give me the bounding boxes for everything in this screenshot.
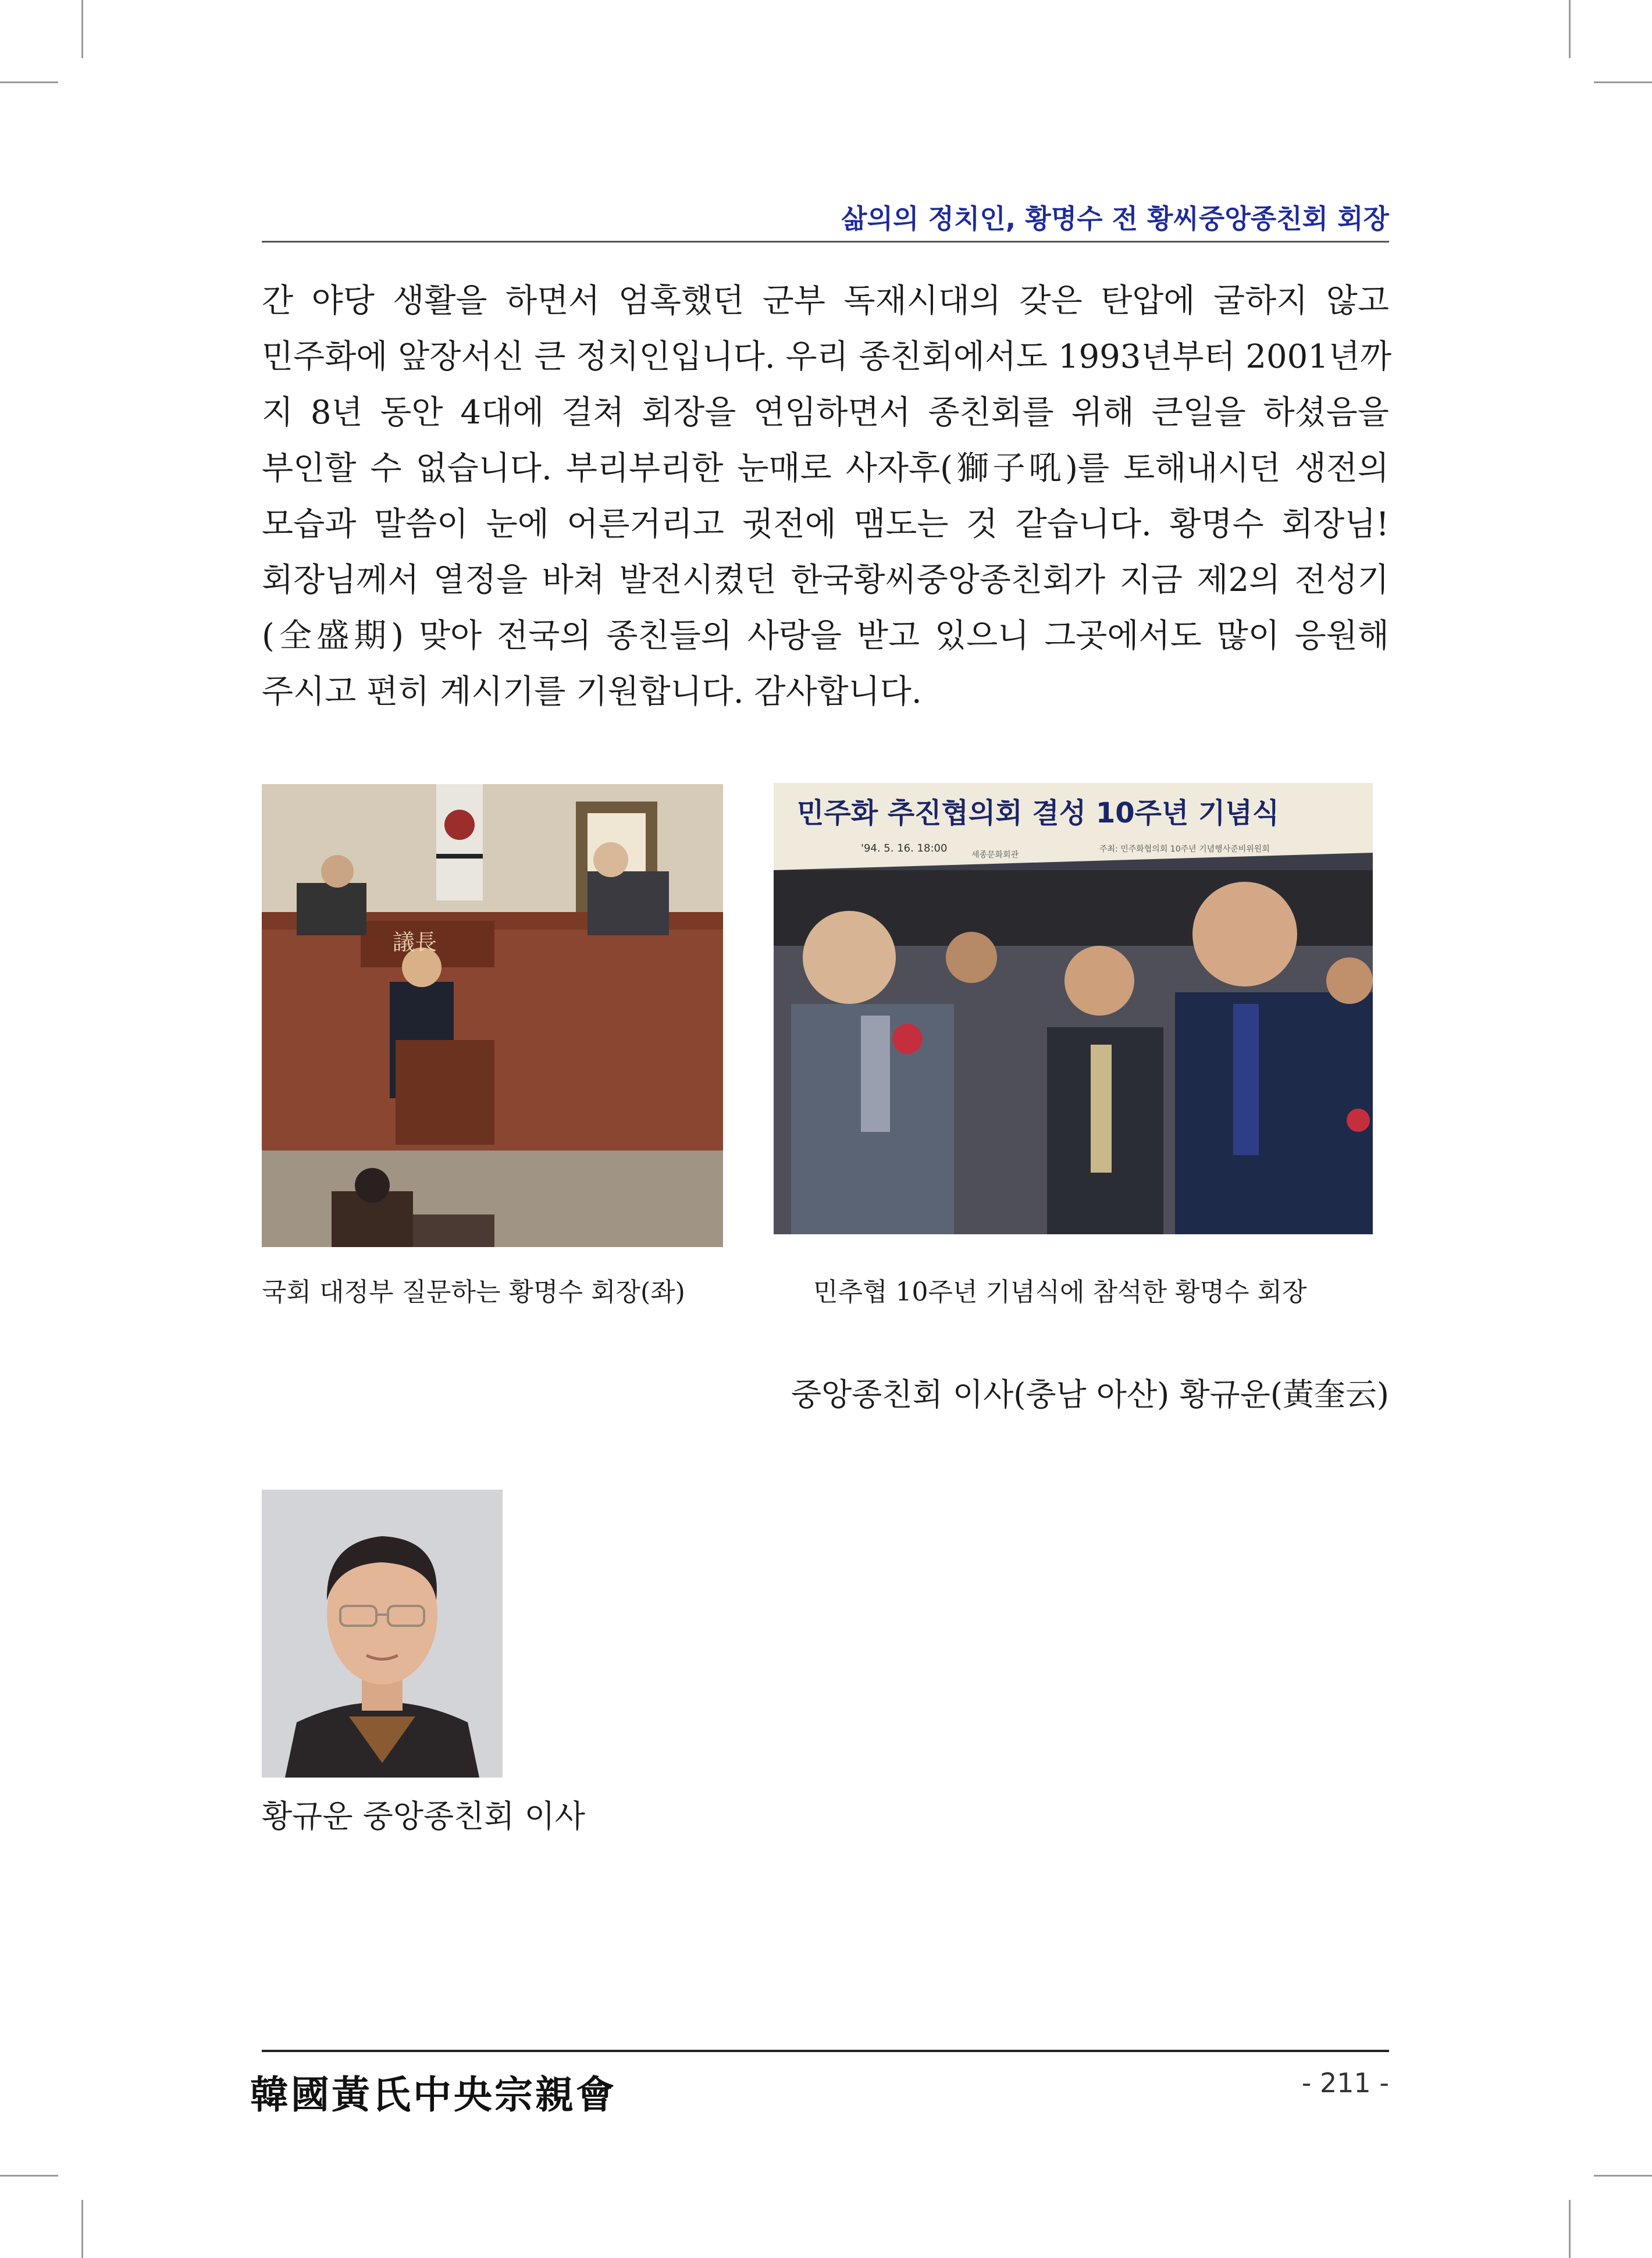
crop-mark xyxy=(1594,81,1652,83)
banner-venue: 세종문화회관 xyxy=(971,850,1019,860)
crop-mark xyxy=(1569,2200,1571,2258)
right-photo-caption: 민추협 10주년 기념식에 참석한 황명수 회장 xyxy=(813,1277,1307,1307)
body-line: 부인할 수 없습니다. 부리부리한 눈매로 사자후(獅子吼)를 토해내시던 생전의 xyxy=(262,450,1389,487)
nameplate-text: 議長 xyxy=(393,929,437,955)
crop-mark xyxy=(81,0,83,58)
banner-host: 주최: 민주화협의회 10주년 기념행사준비위원회 xyxy=(1099,845,1270,854)
left-photo-caption: 국회 대정부 질문하는 황명수 회장(좌) xyxy=(262,1277,685,1307)
assembly-speech-photo xyxy=(262,784,723,1247)
banner-title: 민주화 추진협의회 결성 10주년 기념식 xyxy=(797,797,1280,829)
body-line: 지 8년 동안 4대에 걸쳐 회장을 연임하면서 종친회를 위해 큰일을 하셨음을 xyxy=(262,394,1389,432)
page-number: - 211 - xyxy=(1301,2067,1389,2099)
anniversary-photo xyxy=(774,783,1373,1234)
banner-date: '94. 5. 16. 18:00 xyxy=(861,842,948,854)
crop-mark xyxy=(0,81,58,83)
running-head: 삶의의 정치인, 황명수 전 황씨중앙종친회 회장 xyxy=(841,203,1389,234)
author-signature: 중앙종친회 이사(충남 아산) 황규운(黃奎云) xyxy=(791,1376,1389,1413)
crop-mark xyxy=(1594,2175,1652,2177)
author-portrait xyxy=(262,1490,503,1778)
crop-mark xyxy=(81,2200,83,2258)
portrait-caption: 황규운 중앙종친회 이사 xyxy=(262,1798,585,1835)
body-paragraph xyxy=(262,273,1392,720)
body-line: 모습과 말씀이 눈에 어른거리고 귓전에 맴도는 것 같습니다. 황명수 회장님! xyxy=(262,505,1389,543)
body-line: 간 야당 생활을 하면서 엄혹했던 군부 독재시대의 갖은 탄압에 굴하지 않고 xyxy=(262,282,1389,320)
crop-mark xyxy=(1569,0,1571,58)
body-line: 주시고 편히 계시기를 기원합니다. 감사합니다. xyxy=(262,673,922,711)
body-line: 민주화에 앞장서신 큰 정치인입니다. 우리 종친회에서도 1993년부터 2001년까 xyxy=(262,338,1392,376)
header-rule xyxy=(262,241,1389,243)
body-line: (全盛期) 맞아 전국의 종친들의 사랑을 받고 있으니 그곳에서도 많이 응원해 xyxy=(262,617,1389,655)
body-line: 회장님께서 열정을 바쳐 발전시켰던 한국황씨중앙종친회가 지금 제2의 전성기 xyxy=(262,561,1389,599)
crop-mark xyxy=(0,2175,58,2177)
footer-rule xyxy=(262,2050,1389,2052)
society-logo-text: 韓國黃氏中央宗親會 xyxy=(250,2072,617,2117)
